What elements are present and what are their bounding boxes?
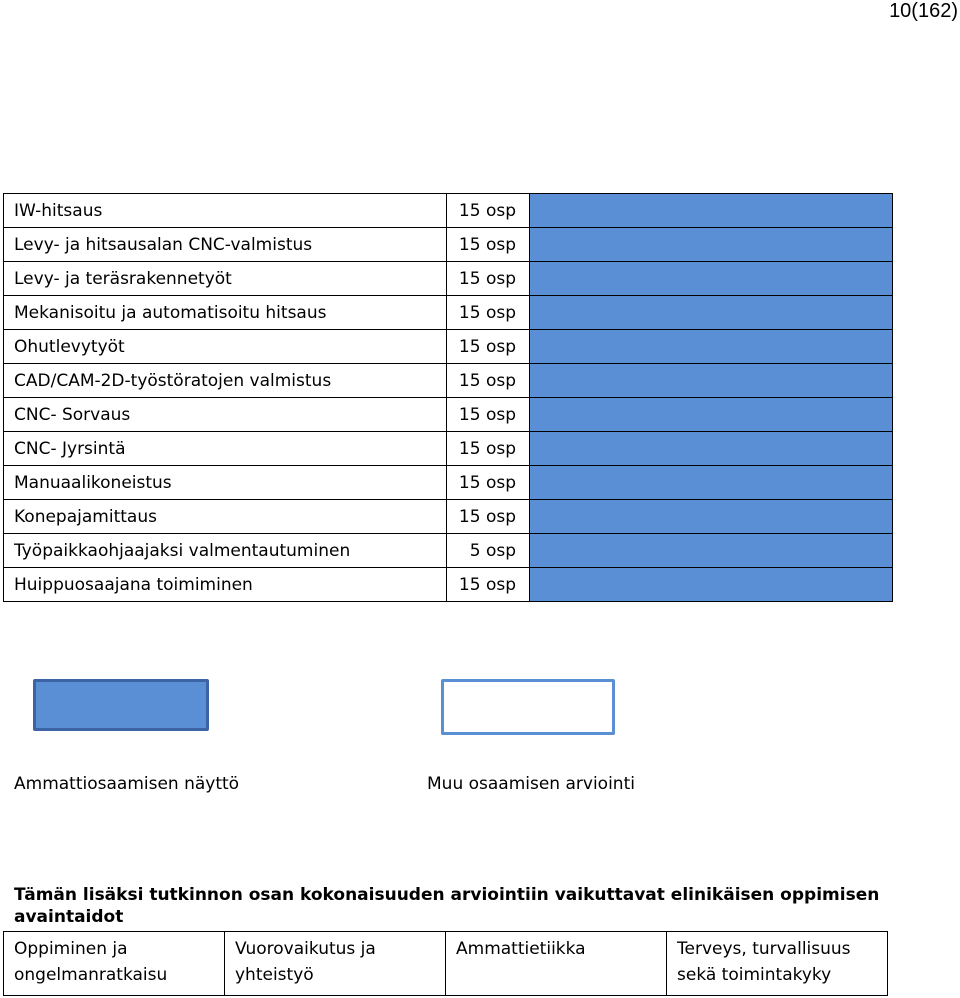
unit-row <box>4 364 893 398</box>
unit-assessment-cell <box>530 534 893 568</box>
unit-row <box>4 228 893 262</box>
unit-name-cell: Työpaikkaohjaajaksi valmentautuminen <box>4 534 447 568</box>
unit-row <box>4 432 893 466</box>
unit-name-cell: Levy- ja hitsausalan CNC-valmistus <box>4 228 447 262</box>
unit-credits-cell: 15 osp <box>447 466 530 500</box>
key-skill-line: sekä toimintakyky <box>677 965 832 985</box>
unit-row <box>4 466 893 500</box>
page-number: 10(162) <box>889 0 958 22</box>
key-skill-line: yhteistyö <box>235 965 314 985</box>
unit-assessment-cell <box>530 330 893 364</box>
unit-row <box>4 296 893 330</box>
unit-row <box>4 534 893 568</box>
unit-credits-cell: 5 osp <box>447 534 530 568</box>
unit-name-cell: Mekanisoitu ja automatisoitu hitsaus <box>4 296 447 330</box>
unit-name-cell: CNC- Sorvaus <box>4 398 447 432</box>
legend-swatch-demonstration <box>33 679 209 731</box>
key-skill-line: Terveys, turvallisuus <box>677 939 851 959</box>
unit-credits-cell: 15 osp <box>447 500 530 534</box>
unit-assessment-cell <box>530 432 893 466</box>
legend-label-demonstration: Ammattiosaamisen näyttö <box>14 774 240 794</box>
unit-assessment-cell <box>530 568 893 602</box>
unit-assessment-cell <box>530 228 893 262</box>
unit-row <box>4 194 893 228</box>
key-skill-line: Ammattietiikka <box>456 939 586 959</box>
key-skill-cell <box>4 932 225 996</box>
unit-row <box>4 500 893 534</box>
key-skills-heading: Tämän lisäksi tutkinnon osan kokonaisuuden arviointiin vaikuttavat elinikäisen oppimisen avaintaidot <box>14 885 880 927</box>
unit-credits-cell: 15 osp <box>447 364 530 398</box>
unit-assessment-cell <box>530 296 893 330</box>
unit-assessment-cell <box>530 364 893 398</box>
key-skills-row <box>4 932 888 996</box>
unit-assessment-cell <box>530 262 893 296</box>
unit-row <box>4 398 893 432</box>
unit-credits-cell: 15 osp <box>447 432 530 466</box>
key-skill-line: ongelmanratkaisu <box>14 965 168 985</box>
unit-credits-cell: 15 osp <box>447 568 530 602</box>
key-skill-cell <box>225 932 446 996</box>
unit-credits-cell: 15 osp <box>447 194 530 228</box>
unit-name-cell: Konepajamittaus <box>4 500 447 534</box>
legend-swatch-other-assessment <box>441 679 615 735</box>
unit-credits-cell: 15 osp <box>447 228 530 262</box>
unit-name-cell: Manuaalikoneistus <box>4 466 447 500</box>
unit-row <box>4 568 893 602</box>
key-skill-line: Vuorovaikutus ja <box>235 939 376 959</box>
unit-name-cell: CNC- Jyrsintä <box>4 432 447 466</box>
key-skill-line: Oppiminen ja <box>14 939 128 959</box>
unit-name-cell: Huippuosaajana toimiminen <box>4 568 447 602</box>
unit-assessment-cell <box>530 398 893 432</box>
unit-credits-cell: 15 osp <box>447 330 530 364</box>
unit-row <box>4 330 893 364</box>
unit-credits-cell: 15 osp <box>447 398 530 432</box>
unit-credits-cell: 15 osp <box>447 262 530 296</box>
unit-name-cell: Levy- ja teräsrakennetyöt <box>4 262 447 296</box>
unit-name-cell: Ohutlevytyöt <box>4 330 447 364</box>
key-skill-cell <box>446 932 667 996</box>
unit-name-cell: IW-hitsaus <box>4 194 447 228</box>
key-skills-table <box>3 931 888 996</box>
unit-assessment-cell <box>530 500 893 534</box>
legend-label-other-assessment: Muu osaamisen arviointi <box>427 774 635 794</box>
unit-assessment-cell <box>530 466 893 500</box>
units-table-body <box>4 194 893 602</box>
units-table <box>3 193 893 602</box>
unit-name-cell: CAD/CAM-2D-työstöratojen valmistus <box>4 364 447 398</box>
unit-row <box>4 262 893 296</box>
unit-assessment-cell <box>530 194 893 228</box>
key-skill-cell <box>667 932 888 996</box>
unit-credits-cell: 15 osp <box>447 296 530 330</box>
